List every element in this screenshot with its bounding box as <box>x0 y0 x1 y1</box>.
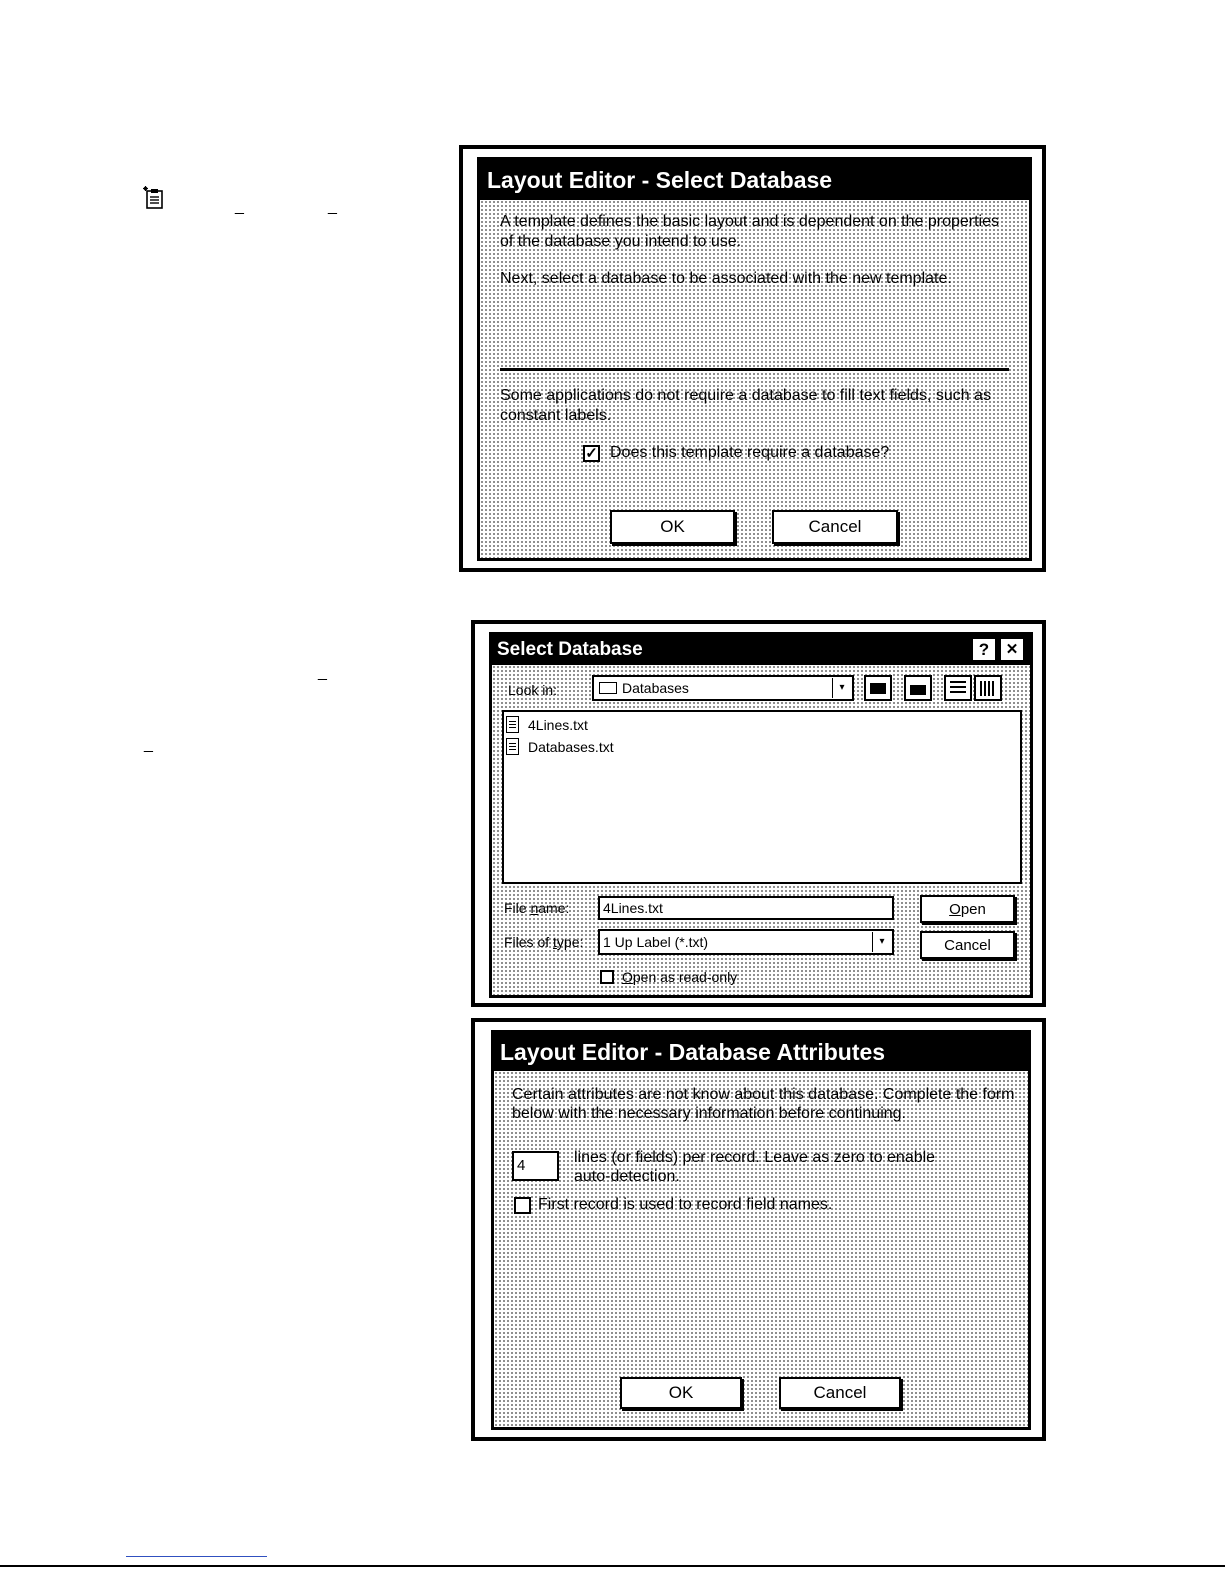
note-text-line: Some applications do not require a database to fill text fields, such as <box>500 387 991 404</box>
dialog-database-attributes <box>491 1030 1031 1430</box>
footer-rule <box>0 1565 1225 1567</box>
chevron-down-icon[interactable]: ▾ <box>832 678 851 698</box>
dialog-database-attributes-frame <box>471 1018 1046 1441</box>
next-instruction-text: Next, select a database to be associated with the new template. <box>500 270 952 287</box>
new-template-icon <box>143 186 167 210</box>
ok-button-label: OK <box>668 1383 694 1402</box>
create-new-folder-button[interactable] <box>904 675 932 701</box>
cancel-button-label: Cancel <box>808 517 862 536</box>
close-icon: ✕ <box>1005 641 1019 658</box>
up-one-level-button[interactable] <box>864 675 892 701</box>
margin-underline-mark: _ <box>235 198 244 215</box>
lines-per-record-label: auto-detection. <box>574 1168 680 1185</box>
open-button[interactable] <box>920 895 1015 923</box>
dialog-title-bar <box>492 635 1030 665</box>
intro-text-line: A template defines the basic layout and is dependent on the properties <box>500 213 1000 230</box>
label-part: File <box>504 900 531 916</box>
files-of-type-label <box>504 933 583 951</box>
folder-up-icon <box>870 683 886 694</box>
help-icon: ? <box>978 640 990 659</box>
files-of-type-dropdown[interactable] <box>598 929 894 955</box>
intro-text-line: of the database you intend to use. <box>500 233 742 250</box>
label-part: Files of <box>504 934 554 950</box>
require-database-checkbox[interactable] <box>583 445 600 462</box>
look-in-dropdown[interactable] <box>592 675 854 701</box>
label-accesskey: t <box>553 934 557 950</box>
dialog-title: Layout Editor - Select Database <box>487 167 833 193</box>
note-text-line: constant labels. <box>500 407 612 424</box>
lines-per-record-input[interactable] <box>512 1151 559 1181</box>
cancel-button[interactable] <box>779 1377 901 1409</box>
details-view-button[interactable] <box>974 675 1002 701</box>
file-name-value: 4Lines.txt <box>603 900 663 916</box>
dialog-title: Select Database <box>497 639 643 660</box>
help-button[interactable] <box>972 638 996 661</box>
file-list[interactable] <box>502 710 1022 884</box>
ok-button[interactable] <box>620 1377 742 1409</box>
margin-underline-mark: _ <box>318 664 327 681</box>
text-file-icon <box>506 716 519 733</box>
lines-per-record-label: lines (or fields) per record. Leave as zero to enable <box>574 1149 936 1166</box>
file-name-input[interactable] <box>598 896 894 920</box>
dialog-body <box>494 1071 1028 1427</box>
dialog-title-bar <box>480 160 1029 200</box>
check-mark-icon: ✓ <box>585 445 598 462</box>
intro-text-line: Certain attributes are not know about this database. Complete the form <box>512 1086 1015 1103</box>
require-database-label: Does this template require a database? <box>610 444 890 461</box>
close-button[interactable] <box>1000 638 1024 661</box>
dialog-select-database-frame <box>459 145 1046 572</box>
first-record-field-names-checkbox[interactable] <box>514 1197 531 1214</box>
cancel-button-label: Cancel <box>813 1383 867 1402</box>
files-of-type-value: 1 Up Label (*.txt) <box>603 934 709 950</box>
folder-icon <box>599 682 617 694</box>
first-record-field-names-label: First record is used to record field names. <box>538 1196 833 1213</box>
open-read-only-label <box>622 968 737 986</box>
list-view-button[interactable] <box>944 675 972 701</box>
open-button-label <box>922 901 1013 918</box>
cancel-button[interactable] <box>772 510 898 544</box>
open-read-only-checkbox[interactable] <box>600 970 614 984</box>
text-file-icon <box>506 738 519 755</box>
new-folder-icon <box>910 685 926 695</box>
label-part: ype: <box>556 934 584 950</box>
list-view-icon <box>950 681 966 695</box>
label-part: pen as read-only <box>632 969 738 985</box>
footnote-link-rule <box>126 1556 267 1557</box>
cancel-button-label: Cancel <box>944 936 991 954</box>
lines-per-record-value: 4 <box>517 1157 526 1174</box>
dialog-body <box>480 200 1029 558</box>
ok-button[interactable] <box>610 510 735 544</box>
file-name: 4Lines.txt <box>528 717 588 733</box>
details-view-icon <box>980 681 996 696</box>
dialog-body <box>492 665 1030 995</box>
label-part: pen <box>960 900 986 918</box>
look-in-label: Look in: <box>508 682 558 698</box>
label-part: ame: <box>538 900 570 916</box>
chevron-down-icon[interactable]: ▾ <box>872 932 891 952</box>
margin-underline-mark: _ <box>328 198 337 215</box>
dialog-select-database <box>477 157 1032 561</box>
ok-button-label: OK <box>660 517 685 536</box>
cancel-button[interactable] <box>920 931 1015 959</box>
intro-text-line: below with the necessary information before continuing. <box>512 1105 906 1122</box>
file-name: Databases.txt <box>528 739 614 755</box>
dialog-title: Layout Editor - Database Attributes <box>500 1039 886 1065</box>
dialog-file-open <box>489 632 1033 998</box>
divider <box>500 368 1009 371</box>
look-in-value: Databases <box>622 680 689 696</box>
label-accesskey: O <box>949 900 961 918</box>
dialog-file-open-frame <box>471 620 1046 1007</box>
dialog-title-bar <box>494 1033 1028 1071</box>
margin-underline-mark: _ <box>144 736 153 753</box>
file-name-label <box>504 899 569 917</box>
label-accesskey: O <box>622 969 633 985</box>
label-accesskey: n <box>530 900 539 916</box>
